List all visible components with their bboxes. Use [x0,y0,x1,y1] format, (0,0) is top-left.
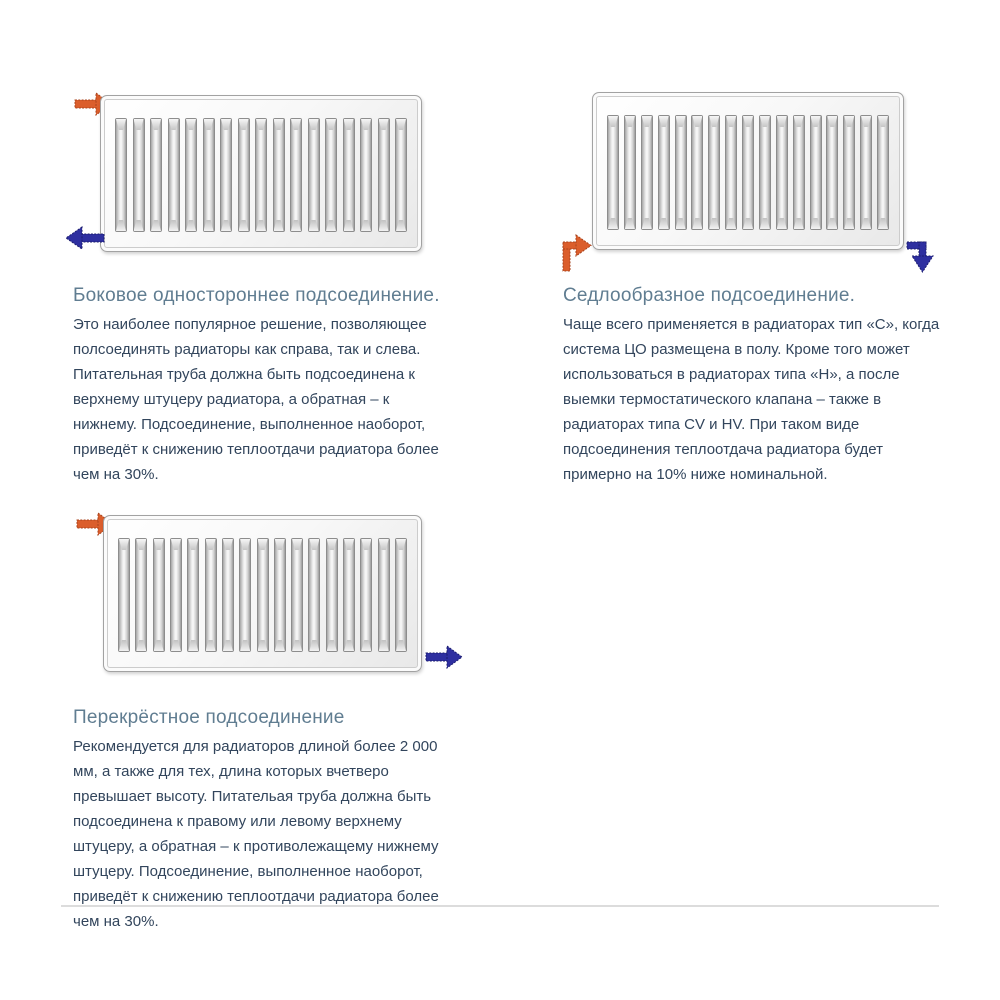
radiator-fin [395,118,407,232]
bottom-divider [61,905,939,907]
section-description: Это наиболее популярное решение, позволяющее полсоединять радиаторы как справа, так и слева. Питательная труба должна быть подсоединена к верхнему штуцеру радиатора, а обратная – к нижнему. Подсоединение, выполненное наоборот, приведёт к снижению теплоотдачи радиатора более чем на 30%. [73,316,439,483]
radiator-fin [343,538,355,652]
radiator-fin [185,118,197,232]
radiator-fin [168,118,180,232]
return-arrow-elbow-right-down-icon [906,235,940,275]
radiator-fin [343,118,355,232]
radiator-fin [239,538,251,652]
radiator-fin [308,538,320,652]
radiator-fin [291,538,303,652]
section-title: Перекрёстное подсоединение [73,707,345,728]
radiator-fin [115,118,127,232]
radiator-fin [708,115,720,230]
radiator-fin [187,538,199,652]
radiator-fin [378,118,390,232]
radiator-fin [826,115,838,230]
radiator-fin [153,538,165,652]
return-arrow-left-icon [65,226,105,250]
radiator-fin [877,115,889,230]
radiator-fin [360,538,372,652]
radiator-fin [395,538,407,652]
radiator-fin [257,538,269,652]
radiator-fin [274,538,286,652]
radiator-fin [325,118,337,232]
radiator-fin [222,538,234,652]
supply-arrow-elbow-up-right-icon [561,230,593,272]
radiator-fin [273,118,285,232]
radiator-fin [326,538,338,652]
radiator-panel [118,538,407,652]
radiator-fin [810,115,822,230]
radiator-fin [150,118,162,232]
radiator-panel [115,118,407,232]
radiator-fin [205,538,217,652]
radiator-fin [776,115,788,230]
radiator-fin [675,115,687,230]
radiator-fin [607,115,619,230]
radiator-fin [133,118,145,232]
radiator-panel [607,115,889,230]
radiator-fin [220,118,232,232]
radiator-fin [378,538,390,652]
radiator-fin [118,538,130,652]
radiator-fin [725,115,737,230]
radiator-fin [759,115,771,230]
radiator-fin [860,115,872,230]
radiator-fin [290,118,302,232]
return-arrow-right-icon [425,645,463,669]
radiator-fin [641,115,653,230]
radiator-fin [843,115,855,230]
radiator-fin [203,118,215,232]
section-description: Рекомендуется для радиаторов длиной более 2 000 мм, а также для тех, длина которых вчетверо превышает высоту. Питательая труба должна быть подсоединена к правому или левому верхнему штуцеру, а обратная – к противолежащему нижнему штуцеру. Подсоединение, выполненное наоборот, приведёт к снижению теплоотдачи радиатора более чем на 30%. [73,738,439,930]
radiator-fin [742,115,754,230]
radiator-fin [658,115,670,230]
section-title: Боковое одностороннее подсоединение. [73,285,440,306]
radiator-illustration [100,95,422,252]
radiator-illustration [103,515,422,672]
radiator-fin [691,115,703,230]
radiator-fin [793,115,805,230]
radiator-fin [308,118,320,232]
radiator-illustration [592,92,904,250]
radiator-fin [170,538,182,652]
radiator-fin [255,118,267,232]
radiator-fin [135,538,147,652]
section-description: Чаще всего применяется в радиаторах тип «С», когда система ЦО размещена в полу. Кроме того может использоваться в радиаторах типа «Н», а после выемки термостатического клапана – также в радиаторах типа CV и HV. При таком виде подсоединения теплоотдача радиатора будет примерно на 10% ниже номинальной. [563,316,940,483]
radiator-fin [238,118,250,232]
radiator-fin [624,115,636,230]
radiator-fin [360,118,372,232]
section-title: Седлообразное подсоединение. [563,285,856,306]
